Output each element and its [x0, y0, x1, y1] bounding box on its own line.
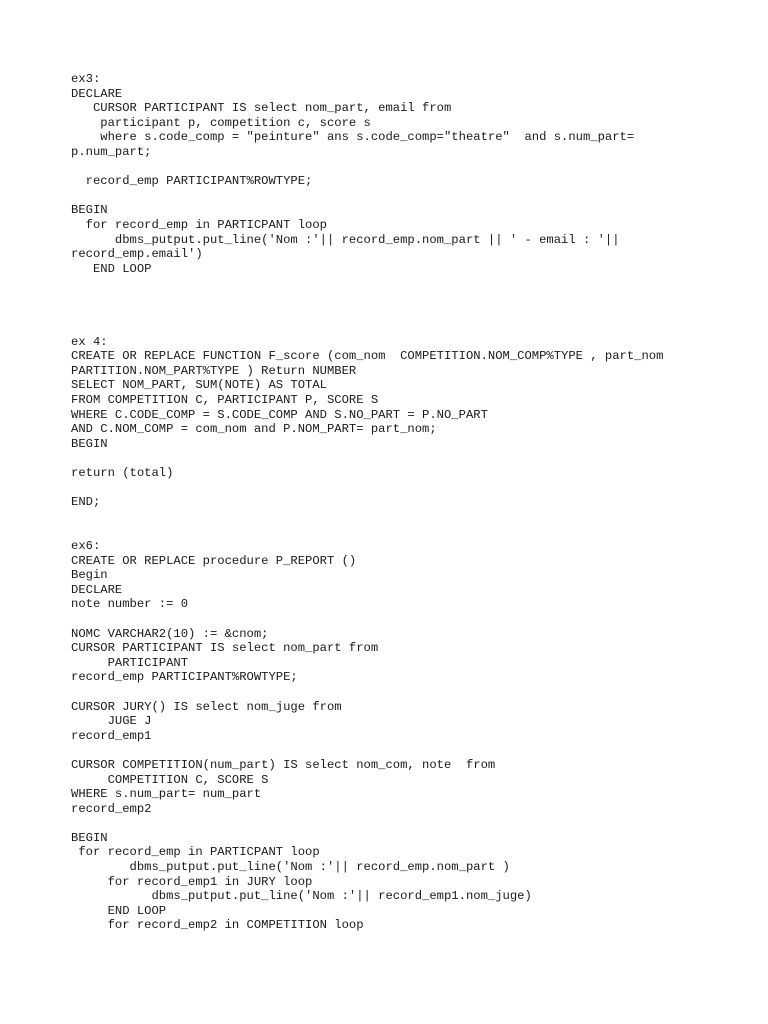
code-line: record_emp PARTICIPANT%ROWTYPE;: [71, 174, 313, 189]
code-line: return (total): [71, 466, 174, 481]
code-line: CURSOR COMPETITION(num_part) IS select nom_com, note from: [71, 757, 496, 772]
code-line: p.num_part;: [71, 144, 152, 159]
code-line: for record_emp in PARTICPANT loop: [71, 845, 320, 860]
code-line: [71, 160, 751, 175]
code-line: [71, 743, 751, 758]
code-line: CURSOR PARTICIPANT IS select nom_part from: [71, 641, 379, 656]
code-line: [71, 291, 751, 306]
code-line: dbms_putput.put_line('Nom :'|| record_emp.nom_part ): [71, 860, 510, 875]
code-line: WHERE C.CODE_COMP = S.CODE_COMP AND S.NO_PART = P.NO_PART: [71, 407, 488, 422]
code-line: [71, 524, 751, 539]
code-line: CREATE OR REPLACE FUNCTION F_score (com_nom COMPETITION.NOM_COMP%TYPE , part_nom: [71, 349, 664, 364]
code-line: CREATE OR REPLACE procedure P_REPORT (): [71, 553, 357, 568]
code-line: [71, 816, 751, 831]
code-line: WHERE s.num_part= num_part: [71, 787, 262, 802]
code-line: PARTICIPANT: [71, 655, 189, 670]
code-line: record_emp PARTICIPANT%ROWTYPE;: [71, 670, 298, 685]
code-line: dbms_putput.put_line('Nom :'|| record_emp1.nom_juge): [71, 889, 532, 904]
code-line: note number := 0: [71, 597, 189, 612]
code-line: CURSOR PARTICIPANT IS select nom_part, email from: [71, 101, 452, 116]
code-line: CURSOR JURY() IS select nom_juge from: [71, 699, 342, 714]
code-line: [71, 276, 751, 291]
code-line: [71, 685, 751, 700]
code-line: [71, 189, 751, 204]
code-line: END LOOP: [71, 261, 152, 276]
code-line: BEGIN: [71, 830, 108, 845]
code-line: NOMC VARCHAR2(10) := &cnom;: [71, 626, 269, 641]
code-line: [71, 481, 751, 496]
code-line: END LOOP: [71, 903, 167, 918]
code-line: [71, 612, 751, 627]
code-line: [71, 306, 751, 321]
code-line: AND C.NOM_COMP = com_nom and P.NOM_PART= part_nom;: [71, 422, 437, 437]
code-line: for record_emp in PARTICPANT loop: [71, 217, 327, 232]
code-line: record_emp.email'): [71, 247, 203, 262]
code-line: DECLARE: [71, 86, 123, 101]
code-line: for record_emp1 in JURY loop: [71, 874, 313, 889]
code-line: ex6:: [71, 539, 101, 553]
code-line: for record_emp2 in COMPETITION loop: [71, 918, 364, 933]
code-line: [71, 510, 751, 525]
code-line: FROM COMPETITION C, PARTICIPANT P, SCORE S: [71, 393, 379, 408]
code-line: PARTITION.NOM_PART%TYPE ) Return NUMBER: [71, 363, 357, 378]
code-line: record_emp2: [71, 801, 152, 816]
code-line: Begin: [71, 568, 108, 583]
code-line: SELECT NOM_PART, SUM(NOTE) AS TOTAL: [71, 378, 327, 393]
code-line: END;: [71, 495, 101, 510]
code-line: [71, 451, 751, 466]
code-line: BEGIN: [71, 203, 108, 218]
code-line: [71, 320, 751, 335]
code-line: COMPETITION C, SCORE S: [71, 772, 269, 787]
code-line: JUGE J: [71, 714, 152, 729]
code-line: DECLARE: [71, 582, 123, 597]
code-line: where s.code_comp = "peinture" ans s.code_comp="theatre" and s.num_part=: [71, 130, 635, 145]
code-line: record_emp1: [71, 728, 152, 743]
code-line: participant p, competition c, score s: [71, 115, 371, 130]
code-text-block: [71, 72, 751, 933]
code-line: BEGIN: [71, 436, 108, 451]
code-line: ex 4:: [71, 334, 108, 349]
code-line: dbms_putput.put_line('Nom :'|| record_emp.nom_part || ' - email : '||: [71, 232, 620, 247]
code-line: ex3:: [71, 72, 101, 86]
